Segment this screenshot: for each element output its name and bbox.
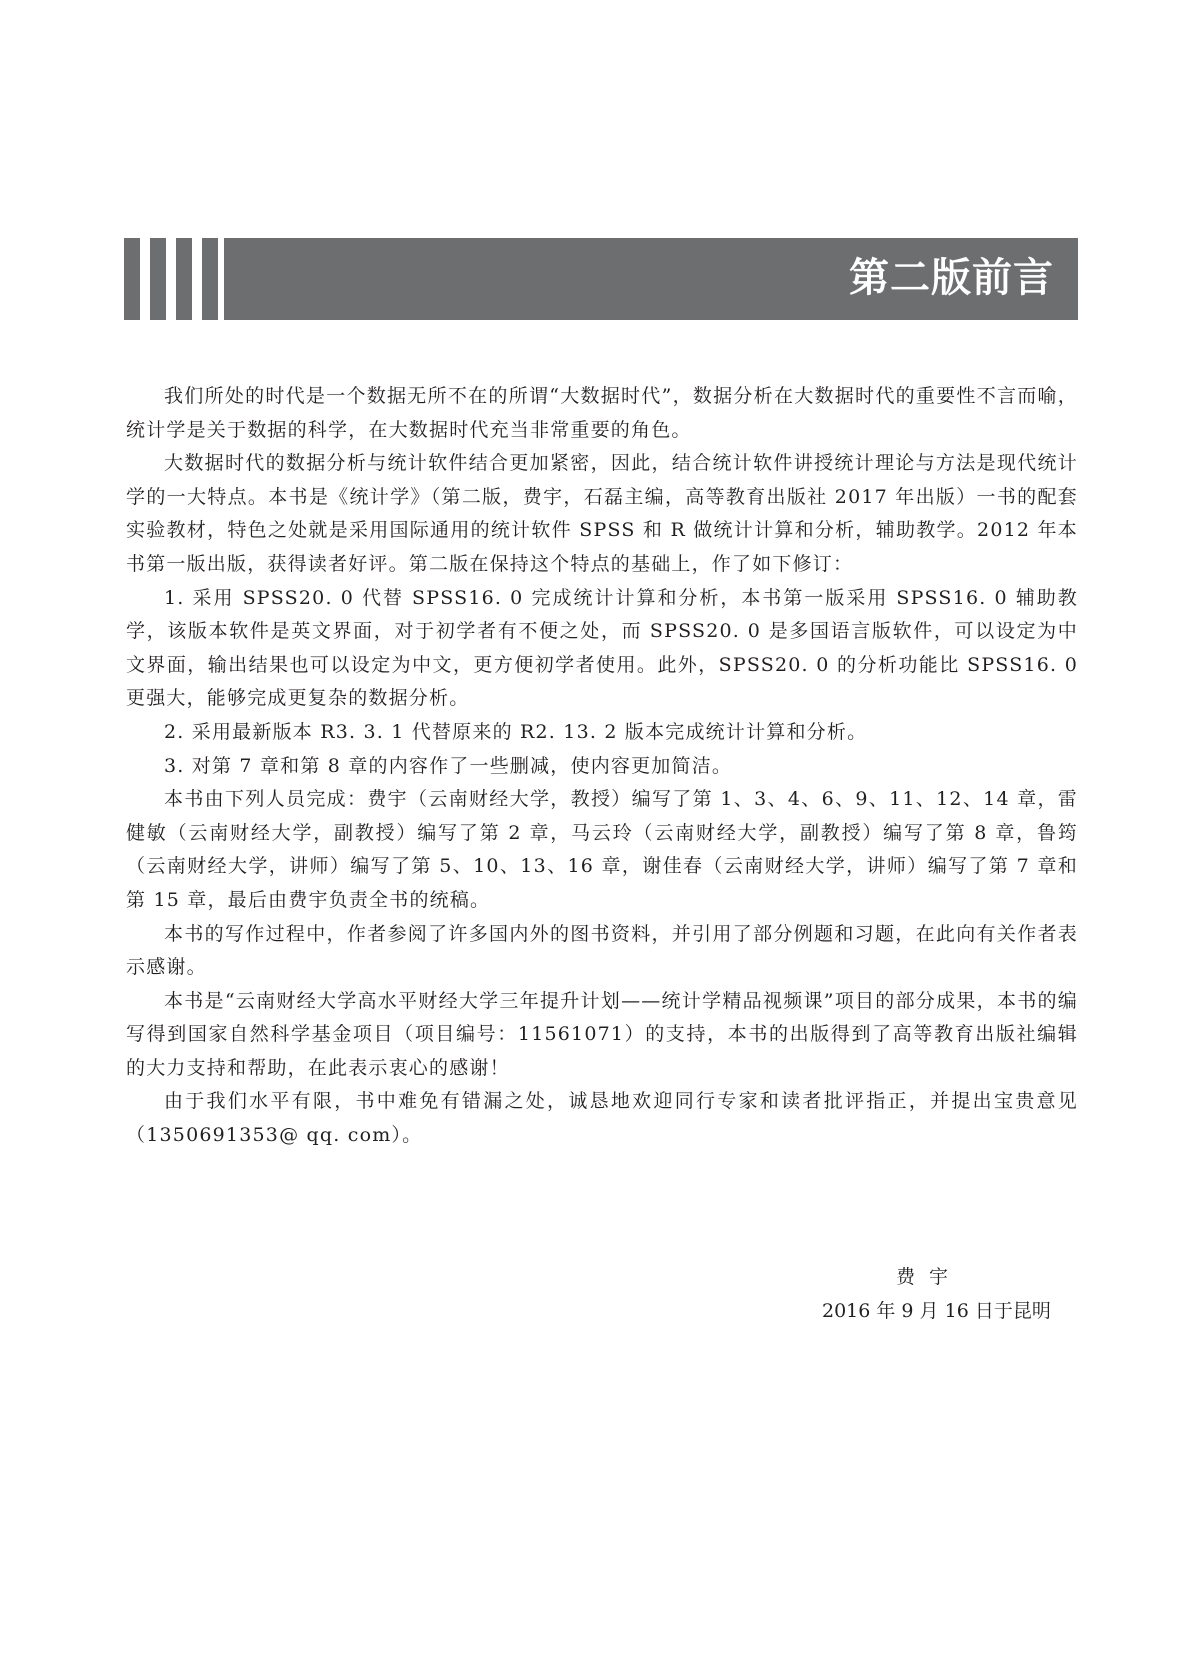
author-name: 费宇	[896, 1266, 963, 1288]
paragraph: 由于我们水平有限，书中难免有错漏之处，诚恳地欢迎同行专家和读者批评指正，并提出宝贵意见（1350691353@ qq. com）。	[126, 1090, 1078, 1147]
decorative-stripe	[150, 238, 166, 320]
paragraph: 本书的写作过程中，作者参阅了许多国内外的图书资料，并引用了部分例题和习题，在此向有关作者表示感谢。	[126, 922, 1078, 979]
paragraph: 本书是“云南财经大学高水平财经大学三年提升计划——统计学精品视频课”项目的部分成果，本书的编写得到国家自然科学基金项目（项目编号：11561071）的支持，本书的出版得到了高等教育出版社编辑的大力支持和帮助，在此表示衷心的感谢！	[126, 989, 1078, 1079]
page-title: 第二版前言	[849, 255, 1054, 301]
paragraph: 3. 对第 7 章和第 8 章的内容作了一些删减，使内容更加简洁。	[164, 754, 733, 777]
preface-body	[126, 380, 1078, 1153]
chapter-header	[124, 238, 1078, 320]
paragraph: 2. 采用最新版本 R3. 3. 1 代替原来的 R2. 13. 2 版本完成统计计算和分析。	[164, 720, 868, 743]
decorative-stripe	[176, 238, 192, 320]
date-place: 2016 年 9 月 16 日于昆明	[822, 1300, 1051, 1322]
signature-block	[800, 1260, 1060, 1328]
paragraph: 1. 采用 SPSS20. 0 代替 SPSS16. 0 完成统计计算和分析，本书第一版采用 SPSS16. 0 辅助教学，该版本软件是英文界面，对于初学者有不便之处，而 SPSS20. 0 是多国语言版软件，可以设定为中文界面，输出结果也可以设定为中文，更方便初学者使用。此外，SPSS20. 0 的分析功能比 SPSS16. 0 更强大，能够完成更复杂的数据分析。	[126, 586, 1078, 710]
decorative-stripe	[202, 238, 218, 320]
title-bar	[224, 238, 1078, 320]
paragraph: 大数据时代的数据分析与统计软件结合更加紧密，因此，结合统计软件讲授统计理论与方法是现代统计学的一大特点。本书是《统计学》（第二版，费宇，石磊主编，高等教育出版社 2017 年出版）一书的配套实验教材，特色之处就是采用国际通用的统计软件 SPSS 和 R 做统计计算和分析，辅助教学。2012 年本书第一版出版，获得读者好评。第二版在保持这个特点的基础上，作了如下修订：	[126, 452, 1078, 575]
paragraph: 我们所处的时代是一个数据无所不在的所谓“大数据时代”，数据分析在大数据时代的重要性不言而喻，统计学是关于数据的科学，在大数据时代充当非常重要的角色。	[126, 385, 1078, 441]
decorative-stripe	[124, 238, 140, 320]
paragraph: 本书由下列人员完成：费宇（云南财经大学，教授）编写了第 1、3、4、6、9、11、12、14 章，雷健敏（云南财经大学，副教授）编写了第 2 章，马云玲（云南财经大学，副教授）编写了第 8 章，鲁筠（云南财经大学，讲师）编写了第 5、10、13、16 章，谢佳春（云南财经大学，讲师）编写了第 7 章和第 15 章，最后由费宇负责全书的统稿。	[126, 788, 1078, 911]
